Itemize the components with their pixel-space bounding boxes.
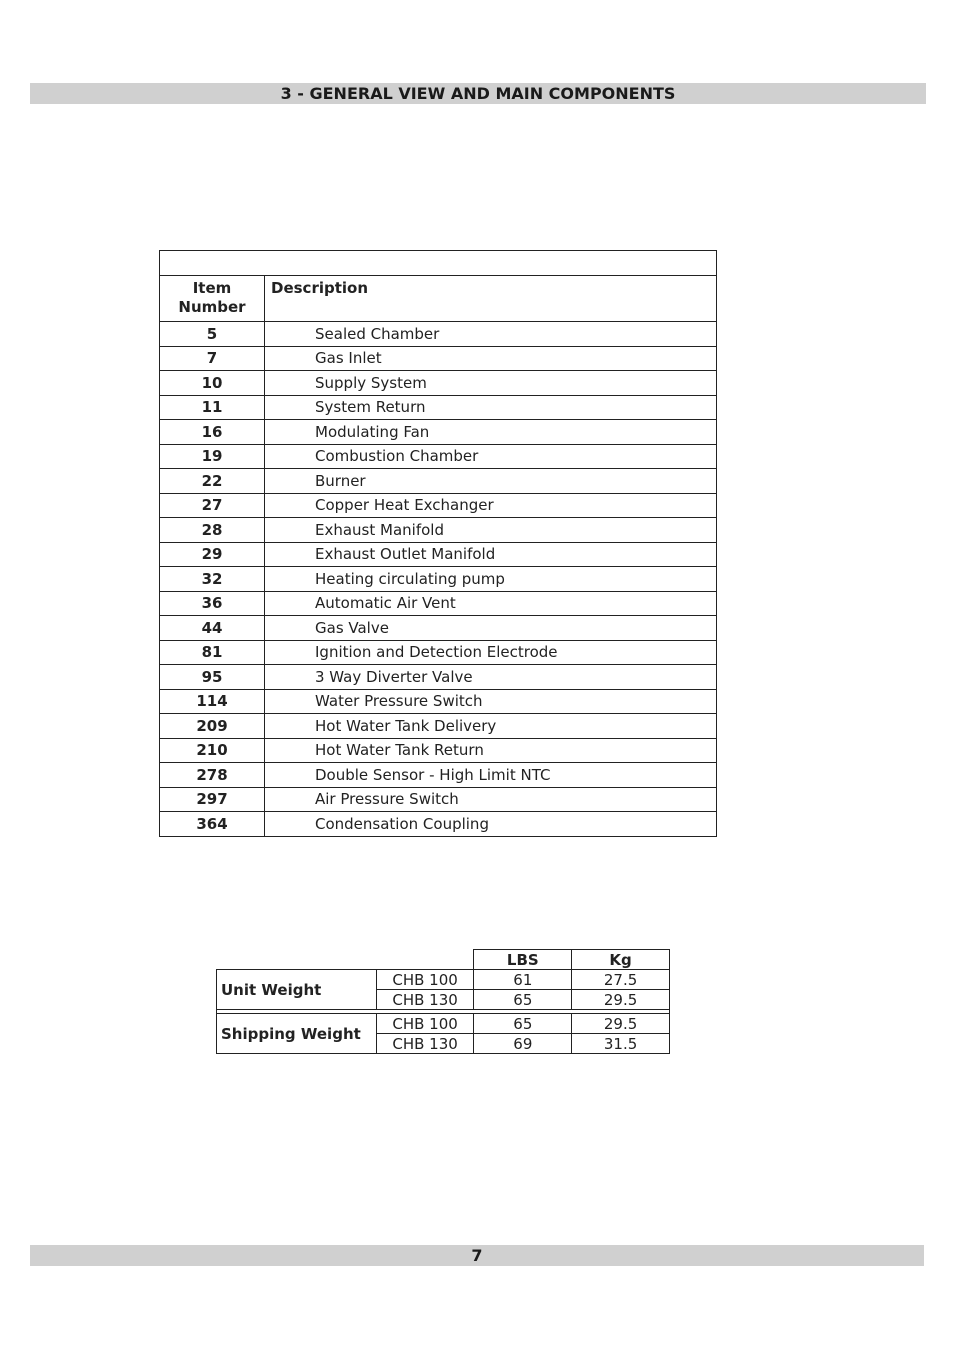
item-number: 210 bbox=[160, 738, 265, 763]
weight-model: CHB 100 bbox=[376, 970, 474, 990]
weight-kg: 27.5 bbox=[572, 970, 670, 990]
item-description: Exhaust Manifold bbox=[265, 518, 717, 543]
item-number: 95 bbox=[160, 665, 265, 690]
item-number: 5 bbox=[160, 322, 265, 347]
item-number: 28 bbox=[160, 518, 265, 543]
weight-kg: 31.5 bbox=[572, 1034, 670, 1054]
item-number: 364 bbox=[160, 812, 265, 837]
item-description: Gas Inlet bbox=[265, 346, 717, 371]
item-description: Combustion Chamber bbox=[265, 444, 717, 469]
weight-kg: 29.5 bbox=[572, 990, 670, 1010]
table-row bbox=[160, 420, 717, 445]
lbs-header: LBS bbox=[474, 950, 572, 970]
table-row bbox=[160, 689, 717, 714]
table-row bbox=[160, 371, 717, 396]
item-description: Copper Heat Exchanger bbox=[265, 493, 717, 518]
table-blank-row bbox=[160, 251, 717, 276]
item-number-header bbox=[160, 276, 265, 322]
item-number: 44 bbox=[160, 616, 265, 641]
weight-header-row bbox=[217, 950, 670, 970]
table-row bbox=[160, 444, 717, 469]
weight-lbs: 65 bbox=[474, 1014, 572, 1034]
table-row bbox=[160, 469, 717, 494]
item-description: 3 Way Diverter Valve bbox=[265, 665, 717, 690]
table-row bbox=[160, 738, 717, 763]
table-row bbox=[160, 787, 717, 812]
item-number: 19 bbox=[160, 444, 265, 469]
weight-group-label: Unit Weight bbox=[217, 970, 377, 1010]
item-description: Double Sensor - High Limit NTC bbox=[265, 763, 717, 788]
kg-header: Kg bbox=[572, 950, 670, 970]
section-title: 3 - GENERAL VIEW AND MAIN COMPONENTS bbox=[30, 83, 926, 104]
table-row bbox=[160, 567, 717, 592]
table-header-row bbox=[160, 276, 717, 322]
table-row bbox=[160, 493, 717, 518]
item-number: 10 bbox=[160, 371, 265, 396]
item-header-line2: Number bbox=[178, 298, 246, 316]
table-row bbox=[160, 665, 717, 690]
item-description: Gas Valve bbox=[265, 616, 717, 641]
description-header: Description bbox=[265, 276, 717, 322]
item-description: Hot Water Tank Delivery bbox=[265, 714, 717, 739]
table-row bbox=[160, 714, 717, 739]
page-number: 7 bbox=[30, 1245, 924, 1266]
weight-lbs: 65 bbox=[474, 990, 572, 1010]
table-row bbox=[160, 542, 717, 567]
item-number: 297 bbox=[160, 787, 265, 812]
weight-group-label: Shipping Weight bbox=[217, 1014, 377, 1054]
components-table bbox=[159, 250, 717, 837]
item-description: Water Pressure Switch bbox=[265, 689, 717, 714]
weight-model: CHB 130 bbox=[376, 990, 474, 1010]
item-description: Sealed Chamber bbox=[265, 322, 717, 347]
weight-table bbox=[216, 949, 670, 1054]
item-description: Modulating Fan bbox=[265, 420, 717, 445]
table-row bbox=[160, 640, 717, 665]
table-row bbox=[160, 322, 717, 347]
item-description: Automatic Air Vent bbox=[265, 591, 717, 616]
item-number: 27 bbox=[160, 493, 265, 518]
weight-row bbox=[217, 970, 670, 990]
weight-row bbox=[217, 1014, 670, 1034]
table-row bbox=[160, 591, 717, 616]
item-description: Ignition and Detection Electrode bbox=[265, 640, 717, 665]
item-description: Exhaust Outlet Manifold bbox=[265, 542, 717, 567]
table-row bbox=[160, 518, 717, 543]
item-number: 32 bbox=[160, 567, 265, 592]
weight-model: CHB 100 bbox=[376, 1014, 474, 1034]
table-row bbox=[160, 763, 717, 788]
weight-model: CHB 130 bbox=[376, 1034, 474, 1054]
item-description: Burner bbox=[265, 469, 717, 494]
item-number: 16 bbox=[160, 420, 265, 445]
table-row bbox=[160, 346, 717, 371]
item-number: 36 bbox=[160, 591, 265, 616]
item-number: 81 bbox=[160, 640, 265, 665]
item-description: Air Pressure Switch bbox=[265, 787, 717, 812]
weight-lbs: 69 bbox=[474, 1034, 572, 1054]
item-number: 11 bbox=[160, 395, 265, 420]
item-number: 209 bbox=[160, 714, 265, 739]
item-description: System Return bbox=[265, 395, 717, 420]
item-description: Hot Water Tank Return bbox=[265, 738, 717, 763]
item-number: 29 bbox=[160, 542, 265, 567]
item-number: 7 bbox=[160, 346, 265, 371]
table-row bbox=[160, 812, 717, 837]
item-number: 278 bbox=[160, 763, 265, 788]
item-header-line1: Item bbox=[192, 279, 232, 297]
item-description: Heating circulating pump bbox=[265, 567, 717, 592]
table-row bbox=[160, 395, 717, 420]
item-description: Condensation Coupling bbox=[265, 812, 717, 837]
item-number: 114 bbox=[160, 689, 265, 714]
table-row bbox=[160, 616, 717, 641]
item-number: 22 bbox=[160, 469, 265, 494]
weight-lbs: 61 bbox=[474, 970, 572, 990]
item-description: Supply System bbox=[265, 371, 717, 396]
weight-kg: 29.5 bbox=[572, 1014, 670, 1034]
